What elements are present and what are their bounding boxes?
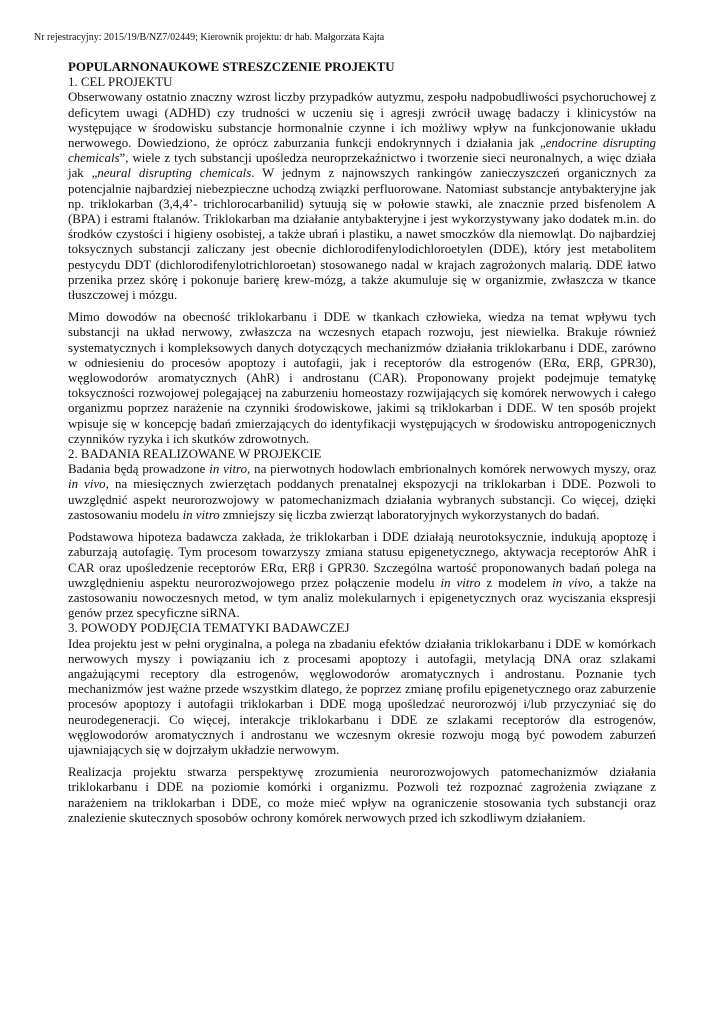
document-title: POPULARNONAUKOWE STRESZCZENIE PROJEKTU (68, 60, 395, 74)
document-body (68, 60, 656, 826)
text-run: ”, wiele z tych substancji upośledza neuroprzekaźnictwo i tworzenie sieci neuronalnych, a więc działa jak „ (68, 151, 656, 181)
italic-term: in vivo (552, 575, 590, 590)
section-3-paragraph-1: Idea projektu jest w pełni oryginalna, a polega na zbadaniu efektów działania triklokarbanu i DDE w komórkach nerwowych myszy i powiązaniu ich z procesami apoptozy i autofagii, metylacją DNA oraz szlakami angażującymi receptory dla estrogenów, węglowodorów aromatycznych i androstanu. Poznanie tych mechanizmów jest ważne przede wszystkim dlatego, że poprzez zmianę profilu epigenetycznego oraz zaburzenie procesów apoptozy i autofagii triklokarban i DDE mogą upośledzać neurorozwój i/lub przyczyniać się do neurodegeneracji. Co więcej, interakcje triklokarbanu i DDE ze szlakami receptorów dla estrogenów, węglowodorów aromatycznych i androstanu we wczesnym okresie rozwoju mogą być powodem zaburzeń ujawniających się w dojrzałym układzie nerwowym. (68, 636, 656, 757)
text-run: zmniejszy się liczba zwierząt laboratoryjnych wykorzystanych do badań. (219, 507, 600, 522)
section-1-heading: 1. CEL PROJEKTU (68, 75, 173, 90)
section-1-paragraph-2: Mimo dowodów na obecność triklokarbanu i DDE w tkankach człowieka, wiedza na temat wpływu tych substancji na układ nerwowy, zwłaszcza na wczesnych etapach rozwoju, jest niewielka. Brakuje również systematycznych i kompleksowych danych dotyczących mechanizmów działania triklokarbanu i DDE, zarówno w odniesieniu do procesów apoptozy i autofagii, jak i receptorów dla estrogenów (ERα, ERβ, GPR30), węglowodorów aromatycznych (AhR) i androstanu (CAR). Proponowany projekt podejmuje tematykę toksyczności rozwojowej polegającej na zaburzeniu homeostazy rozwijających się komórek nerwowych i całego organizmu poprzez narażenie na czynniki środowiskowe, jakimi są triklokarban i DDE. W ten sposób projekt wpisuje się w koncepcję badań zmierzających do identyfikacji występujących w środowisku antropogenicznych czynników ryzyka i ich skutków zdrowotnych. (68, 310, 656, 446)
text-run: . W jednym z najnowszych rankingów zanieczyszczeń organicznych za potencjalnie najbardziej niebezpieczne uchodzą związki perfluorowane. Natomiast substancje antybakteryjne jak np. triklokarban (3,4,4’- trichlorocarbanilid) sytuują się w połowie stawki, ale znacznie przed bisfenolem A (BPA) i estrami ftalanów. Triklokarban ma działanie antybakteryjne i jest wykorzystywany jako dodatek m.in. do środków czystości i higieny osobistej, a także ubrań i plastiku, a nawet smoczków dla niemowląt. Do najbardziej toksycznych substancji zaliczany jest obecnie dichlorodifenylodichloroetylen (DDE), który jest metabolitem pestycydu DDT (dichlorodifenylotrichloroetan) stosowanego nadal w krajach zagrożonych malarią. DDE łatwo przenika przez skórę i pokonuje barierę krew-mózg, a także akumuluje się w organizmie, zwłaszcza w tkance tłuszczowej i mózgu. (68, 166, 656, 303)
text-run: , na miesięcznych zwierzętach poddanych prenatalnej ekspozycji na triklokarban i DDE. Pozwoli to uwzględnić aspekt neurorozwojowy w patomechanizmach działania wybranych substancji. Co więcej, dzięki zastosowaniu modelu (68, 477, 656, 522)
section-2-paragraph-1 (68, 462, 656, 523)
text-run: Obserwowany ostatnio znaczny wzrost liczby przypadków autyzmu, zespołu nadpobudliwości psychoruchowej z deficytem uwagi (ADHD) czy trudności w uczeniu się i agresji zwrócił uwagę badaczy i klinicystów na występujące w środowisku substancje hormonalnie czynne i ich możliwy wpływ na funkcjonowanie układu nerwowego. Dowiedziono, że oprócz zaburzania funkcji endokrynnych i działania jak „ (68, 90, 656, 151)
italic-term: in vitro (440, 575, 481, 590)
section-3-paragraph-2: Realizacja projektu stwarza perspektywę zrozumienia neurorozwojowych patomechanizmów działania triklokarbanu i DDE na poziomie komórki i organizmu. Pozwoli też rozpoznać zagrożenia związane z narażeniem na triklokarban i DDE, co może mieć wpływ na ograniczenie stosowania tych substancji oraz znalezienie skutecznych sposobów ochrony komórek nerwowych przed ich szkodliwym działaniem. (68, 765, 656, 825)
text-run: Podstawowa hipoteza badawcza zakłada, że triklokarban i DDE działają neurotoksycznie, indukują apoptozę i zaburzają autofagię. Tym procesom towarzyszy zmiana statusu epigenetycznego, aktywacja receptorów AhR i CAR oraz upośledzenie receptorów ERα, ERβ i GPR30. Szczególna wartość proponowanych badań polega na uwzględnieniu aspektu neurorozwojowego przez połączenie modelu (68, 530, 656, 590)
italic-term: in vitro (182, 507, 220, 522)
italic-term: neural disrupting chemicals (97, 166, 252, 181)
italic-term: endocrine disrupting chemicals (68, 136, 657, 166)
text-run: , na pierwotnych hodowlach embrionalnych komórek nerwowych myszy, oraz (247, 462, 656, 477)
text-run: Badania będą prowadzone (68, 462, 210, 477)
text-run: z modelem (480, 575, 553, 590)
text-run: , a także na zastosowaniu nowoczesnych metod, w tym analiz molekularnych i epigenetycznych oraz wyciszania ekspresji genów przez specyficzne siRNA. (68, 575, 656, 621)
italic-term: in vivo (68, 477, 106, 492)
section-2-heading: 2. BADANIA REALIZOWANE W PROJEKCIE (68, 447, 322, 462)
section-1-paragraph-1 (68, 90, 656, 303)
registration-header: Nr rejestracyjny: 2015/19/B/NZ7/02449; Kierownik projektu: dr hab. Małgorzata Kajta (34, 32, 385, 43)
section-3-heading: 3. POWODY PODJĘCIA TEMATYKI BADAWCZEJ (68, 621, 350, 636)
italic-term: in vitro (209, 462, 248, 477)
section-2-paragraph-2 (68, 530, 656, 621)
